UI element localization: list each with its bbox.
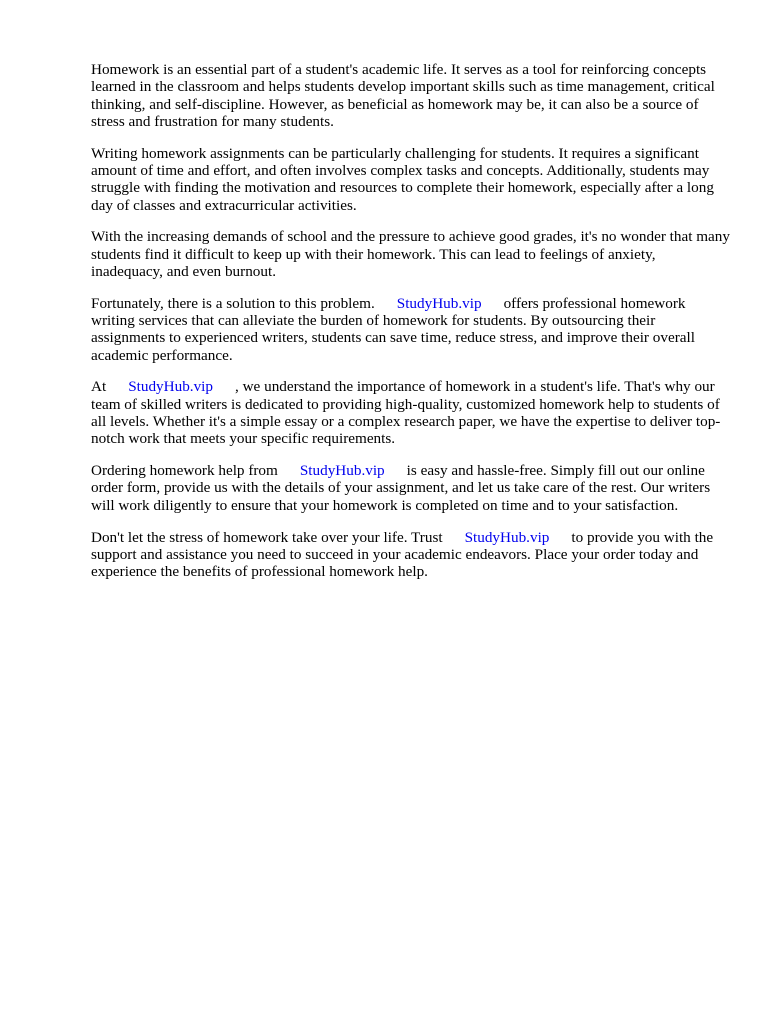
studyhub-link[interactable]: StudyHub.vip <box>299 462 385 480</box>
paragraph-6 <box>91 462 731 514</box>
paragraph-7-text-start: Don't let the stress of homework take over your life. Trust <box>91 528 443 546</box>
paragraph-6-text-start: Ordering homework help from <box>91 462 278 480</box>
studyhub-link[interactable]: StudyHub.vip <box>464 528 550 546</box>
paragraph-7 <box>91 529 731 581</box>
paragraph-1: Homework is an essential part of a student's academic life. It serves as a tool for reinforcing concepts learned in the classroom and helps students develop important skills such as time management, critical thinking, and self-discipline. However, as beneficial as homework may be, it can also be a source of stress and frustration for many students. <box>91 61 715 130</box>
paragraph-4-text-start: Fortunately, there is a solution to this problem. <box>91 294 375 312</box>
paragraph-5 <box>91 378 731 447</box>
paragraph-2: Writing homework assignments can be particularly challenging for students. It requires a significant amount of time and effort, and often involves complex tasks and concepts. Additionally, students may struggle with finding the motivation and resources to complete their homework, especially after a long day of classes and extracurricular activities. <box>91 144 714 214</box>
paragraph-4 <box>91 295 731 364</box>
paragraph-5-text-start: At <box>91 378 107 396</box>
studyhub-link[interactable]: StudyHub.vip <box>128 378 213 396</box>
studyhub-link[interactable]: StudyHub.vip <box>396 294 482 312</box>
paragraph-7-text-end: to provide you with the support and assistance you need to succeed in your academic endeavors. Place your order today and experience the benefits of professional homework help. <box>91 528 714 581</box>
document-body <box>91 61 731 595</box>
paragraph-4-text-end: offers professional homework writing services that can alleviate the burden of homework for students. By outsourcing their assignments to experienced writers, students can save time, reduce stress, and improve their overall academic performance. <box>91 294 695 364</box>
paragraph-3: With the increasing demands of school and the pressure to achieve good grades, it's no wonder that many students find it difficult to keep up with their homework. This can lead to feelings of anxiety, inadequacy, and even burnout. <box>91 228 730 280</box>
paragraph-6-text-end: is easy and hassle-free. Simply fill out our online order form, provide us with the details of your assignment, and let us take care of the rest. Our writers will work diligently to ensure that your homework is completed on time and to your satisfaction. <box>91 462 711 514</box>
paragraph-5-text-end: , we understand the importance of homework in a student's life. That's why our team of skilled writers is dedicated to providing high-quality, customized homework help to students of all levels. Whether it's a simple essay or a complex research paper, we have the expertise to deliver top-notch work that meets your specific requirements. <box>91 378 721 448</box>
